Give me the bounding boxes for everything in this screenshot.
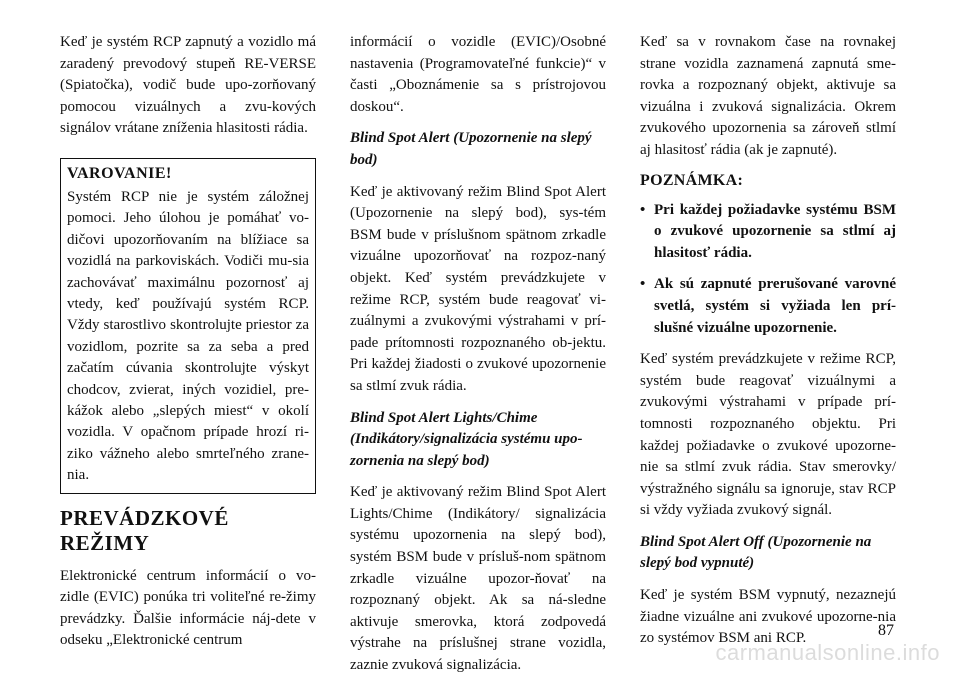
continued-paragraph: informácií o vozidle (EVIC)/Osobné nastavenia (Programovateľné funkcie)“ v časti „Oboznámenie sa s prístrojovou doskou“. [350, 34, 606, 115]
modes-paragraph: Elektronické centrum informácií o vo-zidle (EVIC) ponúka tri voliteľné re-žimy prevádzky. Ďalšie informácie náj-dete v odseku „Elektronické centrum [60, 567, 316, 649]
note-text: Pri každej požiadavke systému BSM o zvukové upozornenie sa stlmí aj hlasitosť rádia. [654, 201, 896, 261]
mode2-subheading: Blind Spot Alert Lights/Chime (Indikátory/signalizácia systému upo-zornenia na slepý bod) [350, 409, 583, 469]
mode2-paragraph: Keď je aktivovaný režim Blind Spot Alert Lights/Chime (Indikátory/ signalizácia systému upozornenia na slepý bod), systém BSM bude v prísluš-nom spätnom zrkadle vizuálne upozor-ňovať na rozpoznaný objekt. Ak sa ná-sledne aktivuje smerovka, ktorá zodpovedá výstrahe na príslušnej strane vozidla, zaznie zvuková signalizácia. [350, 484, 606, 674]
rcp-intro-paragraph: Keď je systém RCP zapnutý a vozidlo má zaradený prevodový stupeň RE-VERSE (Spiatočka), vodič bude upo-zorňovaný pomocou vizuálnych a zvu-kových signálov vrátane zníženia hlasitosti rádia. [60, 34, 316, 137]
column-middle [350, 32, 606, 687]
signal-paragraph: Keď sa v rovnakom čase na rovnakej strane vozidla zaznamená zapnutá sme-rovka a rozpoznaný objekt, aktivuje sa vizuálna i zvuková signalizácia. Okrem zvukového upozornenia sa zároveň stlmí aj hlasitosť rádia (ak je zapnuté). [640, 34, 896, 158]
note-text: Ak sú zapnuté prerušované varovné svetlá, systém si vyžiada len prí-slušné vizuálne upozornenie. [654, 276, 896, 336]
note-title: POZNÁMKA: [640, 171, 744, 189]
note-list [640, 200, 896, 340]
section-heading: PREVÁDZKOVÉ REŽIMY [60, 505, 229, 555]
mode1-paragraph: Keď je aktivovaný režim Blind Spot Alert (Upozornenie na slepý bod), sys-tém BSM bude v príslušnom spätnom zrkadle vizuálne upozorňovať na rozpoz-naný objekt. Keď systém prevádzkujete v režime RCP, systém bude reagovať vi-zuálnymi a zvukovými výstrahami v prí-pade prítomnosti rozpoznaného ob-jektu. Pri každej žiadosti o zvukové upozornenie sa stlmí zvuk rádia. [350, 183, 606, 394]
bullet-icon: • [640, 201, 646, 218]
warning-box [60, 158, 316, 494]
mode3-paragraph: Keď je systém BSM vypnutý, nezaznejú žiadne vizuálne ani zvukové upozorne-nia zo systémov BSM ani RCP. [640, 587, 896, 647]
note-item [640, 200, 896, 265]
warning-text: Systém RCP nie je systém záložnej pomoci. Jeho úlohou je pomáhať vo-dičovi upozorňovaním na blížiace sa vozidlá na parkoviskách. Vodiči mu-sia zachovávať maximálnu pozornosť aj vtedy, keď používajú systém RCP. Vždy starostlivo skontrolujte priestor za vozidlom, pozrite sa za seba a pred začatím cúvania skontrolujte výskyt chodcov, zvierat, iných vozidiel, pre-kážok alebo „slepých miest“ v okolí vozidla. V opačnom prípade hrozí ri-ziko vážneho alebo smrteľného zrane-nia. [67, 188, 309, 484]
page-number: 87 [878, 622, 894, 639]
note-item [640, 274, 896, 339]
rcp-mode-paragraph: Keď systém prevádzkujete v režime RCP, systém bude reagovať vizuálnymi a zvukovými výstrahami v prípade prí-tomnosti rozpoznaného objektu. Pri každej požiadavke o zvukové upozorne-nie sa stlmí zvuk rádia. Stav smerovky/ výstražného signálu sa ignoruje, stav RCP si vždy vyžiada zvukový signál. [640, 351, 896, 519]
column-left [60, 32, 316, 662]
watermark: carmanualsonline.info [715, 640, 940, 665]
warning-title: VAROVANIE! [67, 164, 172, 182]
column-right [640, 32, 896, 660]
bullet-icon: • [640, 276, 646, 293]
mode3-subheading: Blind Spot Alert Off (Upozornenie na slepý bod vypnuté) [640, 533, 872, 572]
mode1-subheading: Blind Spot Alert (Upozornenie na slepý bod) [350, 130, 592, 168]
